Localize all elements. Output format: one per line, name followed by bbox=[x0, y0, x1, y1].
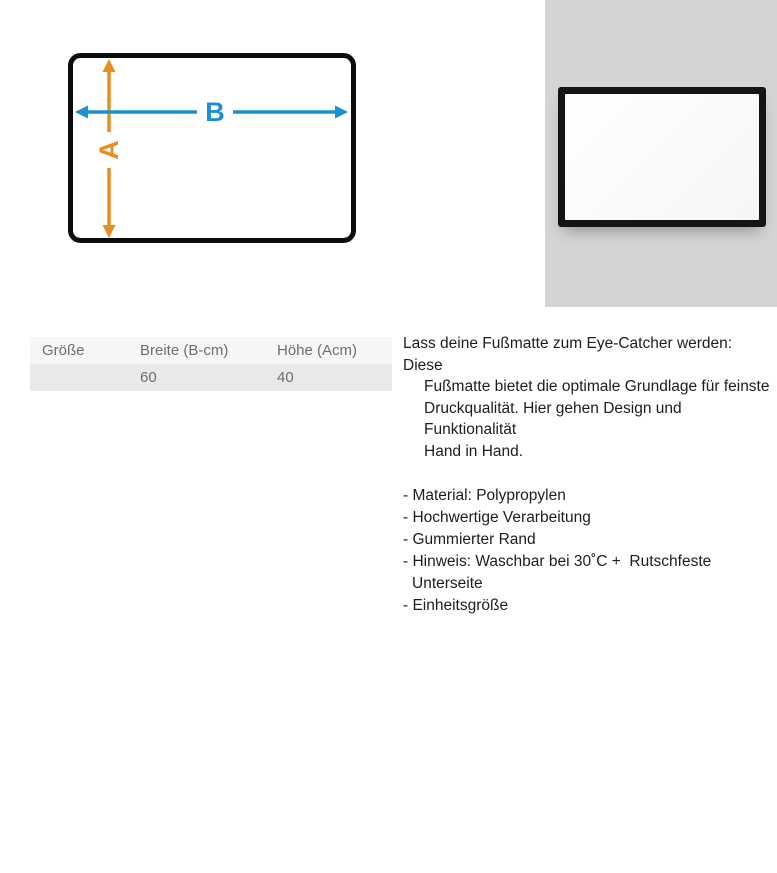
width-label: B bbox=[205, 97, 225, 127]
size-cell-hoehe: 40 bbox=[277, 369, 294, 386]
feature-item-einheitsgroesse: - Einheitsgröße bbox=[403, 597, 509, 614]
product-description bbox=[403, 333, 775, 617]
feature-item-hinweis: - Hinweis: Waschbar bei 30˚C + Rutschfeste bbox=[403, 553, 712, 570]
product-photo bbox=[545, 0, 777, 307]
size-table-header-breite: Breite (B-cm) bbox=[140, 342, 229, 359]
feature-item-hinweis-wrap: Unterseite bbox=[412, 575, 483, 592]
feature-item-rand: - Gummierter Rand bbox=[403, 531, 536, 548]
height-label: A bbox=[94, 140, 124, 160]
description-line: Druckqualität. Hier gehen Design und Funktionalität bbox=[424, 399, 686, 438]
size-table-header-row bbox=[30, 337, 392, 364]
description-paragraph bbox=[403, 333, 775, 462]
doormat-surface bbox=[565, 94, 759, 220]
feature-item-verarbeitung: - Hochwertige Verarbeitung bbox=[403, 509, 591, 526]
description-line: Fußmatte bietet die optimale Grundlage für feinste bbox=[424, 378, 770, 395]
size-table-header-groesse: Größe bbox=[42, 342, 85, 359]
feature-list bbox=[403, 485, 775, 617]
size-diagram bbox=[55, 40, 375, 255]
size-cell-breite: 60 bbox=[140, 369, 157, 386]
table-row bbox=[30, 364, 392, 391]
doormat-frame bbox=[558, 87, 766, 227]
feature-item-material: - Material: Polypropylen bbox=[403, 487, 566, 504]
description-line: Hand in Hand. bbox=[424, 442, 524, 460]
description-line: Lass deine Fußmatte zum Eye-Catcher werden: Diese bbox=[403, 335, 737, 374]
size-table-header-hoehe: Höhe (Acm) bbox=[277, 342, 358, 359]
size-table bbox=[30, 337, 392, 391]
